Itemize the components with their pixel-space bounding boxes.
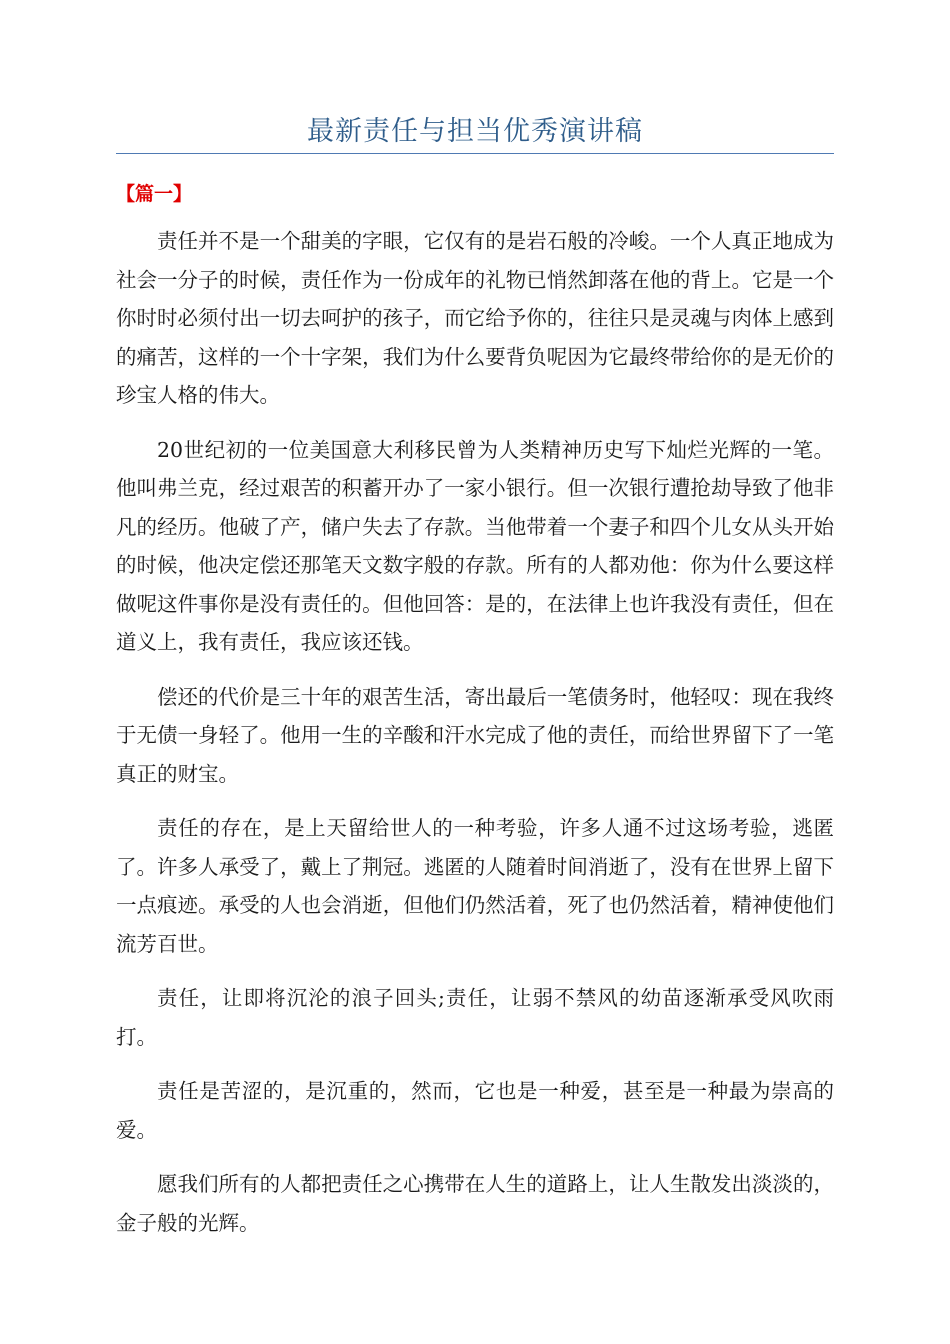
body-paragraph: 愿我们所有的人都把责任之心携带在人生的道路上，让人生散发出淡淡的，金子般的光辉。 bbox=[116, 1172, 834, 1235]
body-paragraph: 责任，让即将沉沦的浪子回头;责任，让弱不禁风的幼苗逐渐承受风吹雨打。 bbox=[116, 986, 834, 1049]
document-page bbox=[116, 0, 834, 1344]
body-paragraph: 责任是苦涩的，是沉重的，然而，它也是一种爱，甚至是一种最为崇高的爱。 bbox=[116, 1079, 834, 1142]
body-paragraph: 责任的存在，是上天留给世人的一种考验，许多人通不过这场考验，逃匿了。许多人承受了，戴上了荆冠。逃匿的人随着时间消逝了，没有在世界上留下一点痕迹。承受的人也会消逝，但他们仍然活着，死了也仍然活着，精神使他们流芳百世。 bbox=[116, 816, 834, 956]
document-body bbox=[116, 222, 834, 1258]
section-label: 【篇一】 bbox=[116, 183, 193, 205]
body-paragraph: 偿还的代价是三十年的艰苦生活，寄出最后一笔债务时，他轻叹：现在我终于无债一身轻了。他用一生的辛酸和汗水完成了他的责任，而给世界留下了一笔真正的财宝。 bbox=[116, 684, 834, 786]
body-paragraph: 20世纪初的一位美国意大利移民曾为人类精神历史写下灿烂光辉的一笔。他叫弗兰克，经过艰苦的积蓄开办了一家小银行。但一次银行遭抢劫导致了他非凡的经历。他破了产，储户失去了存款。当他带着一个妻子和四个儿女从头开始的时候，他决定偿还那笔天文数字般的存款。所有的人都劝他：你为什么要这样做呢这件事你是没有责任的。但他回答：是的，在法律上也许我没有责任，但在道义上，我有责任，我应该还钱。 bbox=[116, 437, 834, 654]
title-underline-divider bbox=[116, 153, 834, 154]
document-title: 最新责任与担当优秀演讲稿 bbox=[307, 116, 643, 147]
body-paragraph: 责任并不是一个甜美的字眼，它仅有的是岩石般的冷峻。一个人真正地成为社会一分子的时候，责任作为一份成年的礼物已悄然卸落在他的背上。它是一个你时时必须付出一切去呵护的孩子，而它给予你的，往往只是灵魂与肉体上感到的痛苦，这样的一个十字架，我们为什么要背负呢因为它最终带给你的是无价的珍宝人格的伟大。 bbox=[116, 229, 834, 407]
